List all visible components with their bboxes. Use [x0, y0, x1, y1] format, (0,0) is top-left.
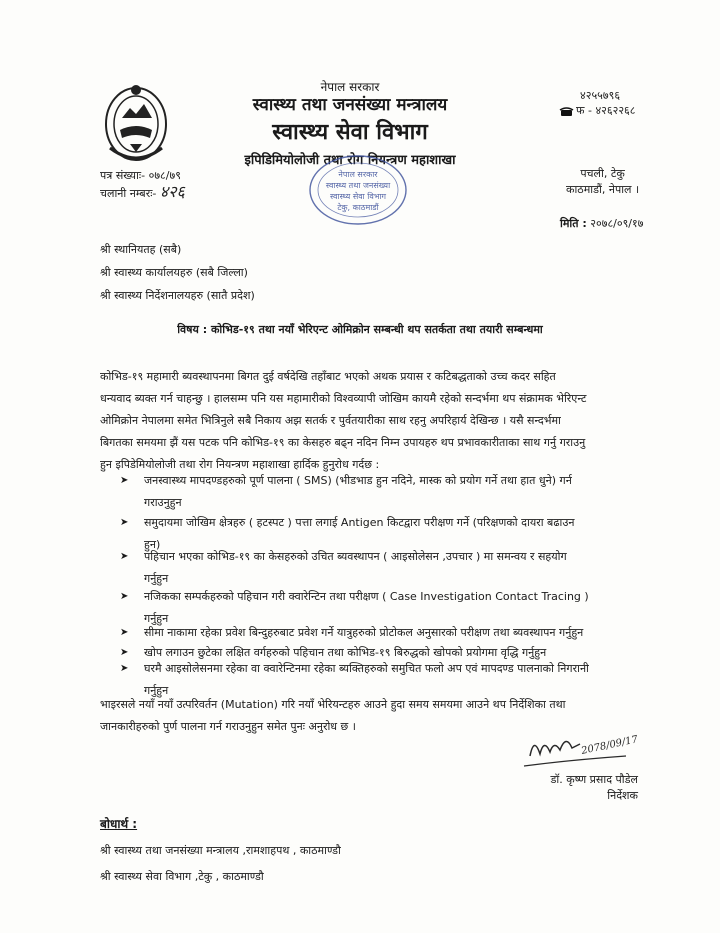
- paragraph-line: ओमिक्रोन नेपालमा समेत भित्रिनुले सबै निकाय अझ सतर्क र पुर्वतयारीका साथ रहनु अपरिहार्य देखिन्छ । यसै सन्दर्भमा: [100, 414, 561, 427]
- header-govt: नेपाल सरकार: [320, 80, 380, 94]
- recipients-list: [100, 238, 255, 307]
- contact-phones: ४२५५७९६ फ - ४२६२२६८: [560, 88, 636, 118]
- cc-item: श्री स्वास्थ्य तथा जनसंख्या मन्त्रालय ,रामशाहपथ , काठमाण्डौ: [100, 844, 341, 857]
- nepal-emblem-icon: [100, 78, 172, 164]
- recipient-item: श्री स्वास्थ्य कार्यालयहरु (सबै जिल्ला): [100, 266, 248, 279]
- stamp-line: स्वास्थ्य सेवा विभाग: [329, 192, 387, 201]
- bullet-line: सीमा नाकामा रहेका प्रवेश बिन्दुहरुबाट प्रवेश गर्ने यात्रुहरुको प्रोटोकल अनुसारको परीक्षण तथा ब्यवस्थापन गर्नुहुन: [144, 626, 584, 639]
- recipient-item: श्री स्वास्थ्य निर्देशनालयहरु (सातै प्रदेश): [100, 289, 255, 302]
- paragraph-line: धन्यवाद ब्यक्त गर्न चाहन्छु । हालसम्म पनि यस महामारीको विश्वव्यापी जोखिम कायमै रहेको सन्दर्भमा थप संक्रामक भेरिएन्ट: [100, 392, 587, 405]
- bullet-line: गर्नुहुन: [144, 684, 169, 697]
- date-label: मिति :: [560, 217, 587, 230]
- arrow-bullet-icon: ➤: [120, 551, 129, 562]
- bullet-line: गराउनुहुन: [144, 496, 182, 509]
- header-ministry: स्वास्थ्य तथा जनसंख्या मन्त्रालय: [252, 95, 448, 115]
- signature-date: 2078/09/17: [580, 734, 640, 757]
- arrow-bullet-icon: ➤: [120, 627, 129, 638]
- paragraph-line: भाइरसले नयाँ नयाँ उत्परिवर्तन (Mutation) गरि नयाँ भेरियन्टहरु आउने हुदा समय समयमा आउने थप निर्देशिका तथा: [100, 698, 566, 711]
- address-block: [566, 166, 639, 198]
- bullet-line: जनस्वास्थ्य मापदण्डहरुको पूर्ण पालना ( SMS) (भीडभाड हुन नदिने, मास्क को प्रयोग गर्ने तथा हात धुने) गर्न: [144, 474, 572, 487]
- header-department: स्वास्थ्य सेवा विभाग: [272, 120, 428, 145]
- stamp-line: टेकु, काठमाडौं: [337, 203, 379, 212]
- bullet-line: पहिचान भएका कोभिड-१९ का केसहरुको उचित ब्यवस्थापन ( आइसोलेसन ,उपचार ) मा समन्वय र सहयोग: [144, 550, 567, 563]
- cc-list: [100, 838, 341, 890]
- patra-label: पत्र संख्याः-: [100, 169, 146, 182]
- handwritten-signature: [520, 726, 640, 776]
- recipient-item: श्री स्थानियतह (सबै): [100, 243, 182, 256]
- letter-subject: विषय : कोभिड-१९ तथा नयाँ भेरिएन्ट ओमिक्रोन सम्बन्धी थप सतर्कता तथा तयारी सम्बन्धमा: [177, 323, 543, 336]
- stamp-line: नेपाल सरकार: [338, 170, 378, 179]
- patra-value: ०७८/७९: [148, 169, 181, 182]
- arrow-bullet-icon: ➤: [120, 647, 129, 658]
- arrow-bullet-icon: ➤: [120, 475, 129, 486]
- bullet-line: नजिकका सम्पर्कहरुको पहिचान गरी क्वारेन्टिन तथा परीक्षण ( Case Investigation Contact Tracing ): [144, 590, 589, 603]
- cc-item: श्री स्वास्थ्य सेवा विभाग ,टेकु , काठमाण्डौ: [100, 870, 264, 883]
- phone-number: ४२५५७९६: [580, 89, 621, 102]
- stamp-line: स्वास्थ्य तथा जनसंख्या: [325, 181, 391, 190]
- arrow-bullet-icon: ➤: [120, 663, 129, 674]
- bullet-line: खोप लगाउन छुटेका लक्षित वर्गहरुको पहिचान तथा कोभिड-१९ बिरुद्धको खोपको प्रयोगमा वृद्धि गर्नुहुन: [144, 646, 547, 659]
- date-value: २०७८/०९/१७: [590, 217, 644, 230]
- office-stamp: [300, 150, 410, 230]
- telephone-icon: [560, 107, 573, 116]
- paragraph-line: बिगतका समयमा झैं यस पटक पनि कोभिड-१९ का केसहरु बढ्न नदिन निम्न उपायहरु थप प्रभावकारीताका साथ गर्नु गराउनु: [100, 436, 586, 449]
- arrow-bullet-icon: ➤: [120, 591, 129, 602]
- signer-name: डॉ. कृष्ण प्रसाद पौडेल: [550, 773, 638, 786]
- header-division: इपिडिमियोलोजी तथा रोग नियन्त्रण महाशाखा: [244, 153, 456, 168]
- signer-block: [530, 772, 638, 804]
- address-line1: पचली, टेकु: [580, 167, 625, 180]
- fax-number: ४२६२२६८: [595, 104, 636, 117]
- signer-title: निर्देशक: [607, 789, 638, 802]
- body-paragraph-1: [100, 366, 640, 476]
- bullet-line: हुन): [144, 538, 161, 551]
- reference-block: [100, 168, 185, 202]
- bullet-line: गर्नुहुन: [144, 572, 169, 585]
- paragraph-line: कोभिड-१९ महामारी ब्यवस्थापनमा बिगत दुई वर्षदेखि तहाँबाट भएको अथक प्रयास र कटिबद्धताको उच्च कदर सहित: [100, 370, 556, 383]
- arrow-bullet-icon: ➤: [120, 517, 129, 528]
- chalani-label: चलानी नम्बरः-: [100, 187, 157, 200]
- bullet-line: गर्नुहुन: [144, 612, 169, 625]
- paragraph-line: जानकारीहरुको पुर्ण पालना गर्न गराउनुहुन समेत पुनः अनुरोध छ ।: [100, 720, 356, 733]
- chalani-value: ४२६: [159, 182, 185, 201]
- address-line2: काठमाडौं, नेपाल ।: [566, 183, 640, 196]
- paragraph-line: हुन इपिडेमियोलोजी तथा रोग नियन्त्रण महाशाखा हार्दिक हुनुरोध गर्दछ :: [100, 458, 380, 471]
- bullet-line: घरमै आइसोलेसनमा रहेका वा क्वारेन्टिनमा रहेका ब्यक्तिहरुको समुचित फलो अप एवं मापदण्ड पालनाको निगरानी: [144, 662, 589, 675]
- cc-title: बोधार्थ :: [100, 817, 138, 831]
- bullet-line: समुदायमा जोखिम क्षेत्रहरु ( हटस्पट ) पत्ता लगाई Antigen किटद्वारा परीक्षण गर्ने (परिक्षणको दायरा बढाउन: [144, 516, 575, 529]
- fax-label: फ: [576, 104, 585, 117]
- letter-date: [560, 216, 643, 231]
